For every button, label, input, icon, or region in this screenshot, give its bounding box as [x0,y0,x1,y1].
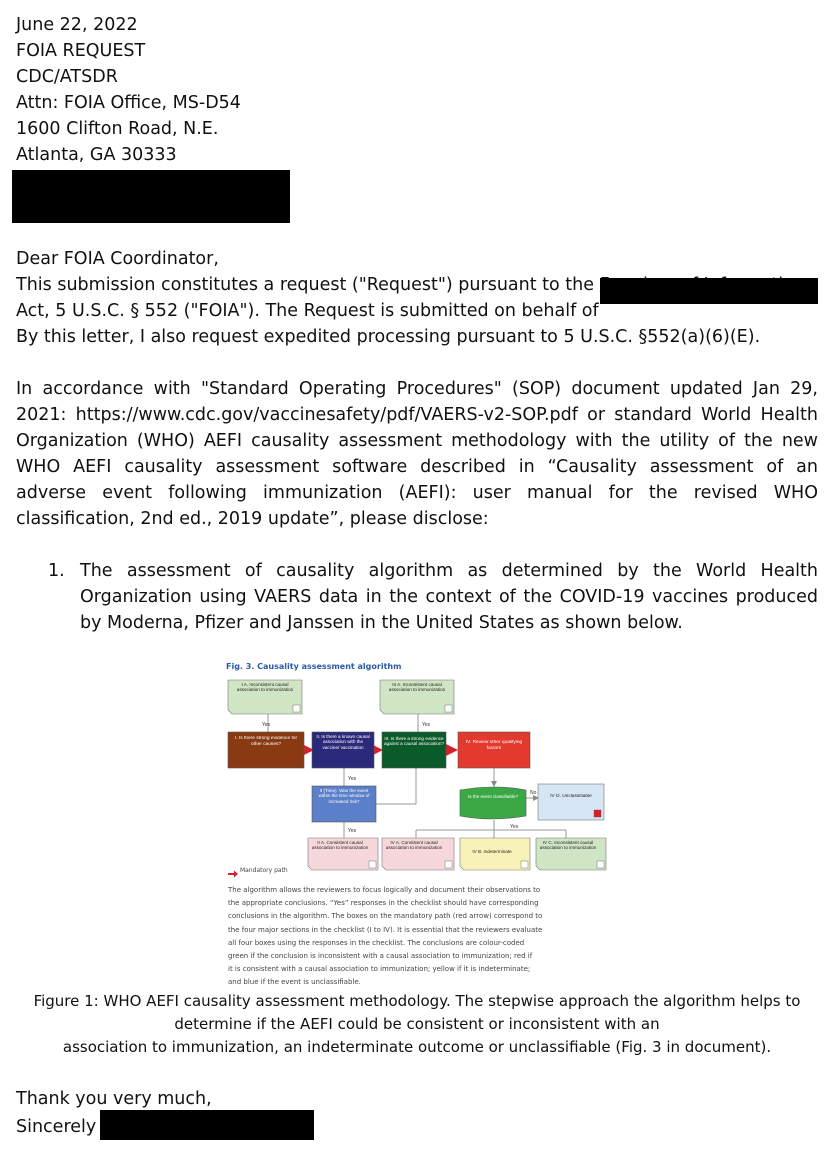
checkbox-icon [521,861,528,868]
caption-line-1: Figure 1: WHO AEFI causality assessment methodology. The stepwise approach the algorithm helps to [33,992,801,1010]
box-iii-text: III. Is there a strong evidence against a causal association? [384,736,444,747]
box-ii [312,732,374,768]
box-iva-text: IV A. Consistent causal association to immunization [385,840,443,851]
checkbox-icon [445,705,452,712]
figure-caption [228,884,580,990]
box-ivb [460,838,530,870]
caption-line-3: association to immunization, an indeterminate outcome or unclassifiable (Fig. 3 in document). [62,1038,772,1056]
box-classifiable-text: Is the event classifiable? [467,794,519,799]
address-block [16,12,818,168]
checkbox-icon [293,705,300,712]
box-i-text: I. Is there strong evidence for other causes? [234,736,298,747]
sincerely-line [16,1112,818,1142]
box-ii-time-text: II (Time). Was the event within the time window of increased risk? [318,788,370,804]
mandatory-path-label: Mandatory path [240,867,288,874]
figure-caption-line: all four boxes using the responses in the checklist. The conclusions are colour-coded [228,938,525,947]
redacted-signature [100,1110,314,1140]
box-ivd [538,784,604,820]
figure-caption-line: it is consistent with a causal association to immunization; yellow if it is indeterminate; [228,965,531,974]
letter-date: June 22, 2022 [16,15,138,35]
box-iii [382,732,446,768]
figure-title: Fig. 3. Causality assessment algorithm [226,662,402,671]
box-ii-time [312,786,376,822]
figure-caption-line: conclusions in the algorithm. The boxes on the mandatory path (red arrow) correspond to [228,912,543,921]
city-state-zip: Atlanta, GA 30333 [16,145,177,165]
box-ia [228,680,302,714]
figure-1-caption [16,990,818,1059]
figure-caption-line: and blue if the event is unclassifiable. [228,978,361,987]
redacted-block [12,170,290,223]
figure-caption-line: The algorithm allows the reviewers to focus logically and document their observations to [228,886,541,894]
sop-paragraph: In accordance with "Standard Operating Procedures" (SOP) document updated Jan 29, 2021: https://www.cdc.gov/vaccinesafety/pdf/VAERS-v2-SOP.pdf or standard World Health Organization (WHO) AEFI causality assessment methodology with the utility of the new WHO AEFI causality assessment software described in “Causality assessment of an adverse event following immunization (AEFI): user manual for the revised WHO classification, 2nd ed., 2019 update”, please disclose: [16,379,818,529]
figure-caption-line: the four major sections in the checklist (I to IV). It is essential that the reviewers evaluate [228,925,543,934]
yes-label: Yes [510,824,519,830]
intro-line-1-text: This submission constitutes a request ("Request") pursuant to the [16,275,600,295]
box-iia [308,838,378,870]
box-ivc [536,838,606,870]
yes-label: Yes [348,828,357,834]
box-ivc-text: IV C. Inconsistent causal association to immunization [539,840,597,851]
closing-section [16,1086,818,1142]
box-i [228,732,304,768]
box-ii-text: II. Is there a known causal association with the vaccine/ vaccination [316,734,370,750]
figure-caption-line: the appropriate conclusions. “Yes” responses in the checklist should have corresponding [228,899,539,908]
intro-line-3: By this letter, I also request expedited processing pursuant to 5 U.S.C. §552(a)(6)(E). [16,327,761,347]
salutation: Dear FOIA Coordinator, [16,249,219,269]
causality-figure [226,662,610,987]
street-address: 1600 Clifton Road, N.E. [16,119,219,139]
box-ia-text: I A. Inconsistent causal association to immunization [236,682,294,693]
attention-line: Attn: FOIA Office, MS-D54 [16,93,241,113]
algorithm-diagram [226,670,610,880]
checkbox-icon [597,861,604,868]
box-ivd-text: IV D. Unclassifiable [550,794,592,799]
box-ivb-text: IV B. Indeterminate [472,849,512,854]
mandatory-arrow-icon [228,871,238,878]
yes-label: Yes [422,722,431,728]
thanks-line: Thank you very much, [16,1089,212,1109]
intro-line-2 [16,298,818,324]
checkbox-icon [369,861,376,868]
agency-name: CDC/ATSDR [16,67,118,87]
box-iiia [380,680,454,714]
sincerely-text: Sincerely [16,1117,97,1137]
salutation-section [16,246,818,350]
checkbox-icon [445,861,452,868]
figure-caption-line: green if the conclusion is inconsistent with a causal association to immunization; red if [228,952,533,961]
yes-label: Yes [262,722,271,728]
intro-line-2-text: Act, 5 U.S.C. § 552 ("FOIA"). The Request is submitted on behalf of [16,301,599,321]
box-iiia-text: III A. Inconsistent causal association to immunization [388,682,446,693]
no-label: No [530,790,537,796]
box-classifiable [460,787,526,819]
letter-subject: FOIA REQUEST [16,41,146,61]
caption-line-2: determine if the AEFI could be consistent or inconsistent with an [174,1015,660,1033]
box-iva [382,838,454,870]
box-iv [458,732,530,768]
yes-label: Yes [348,776,357,782]
checkbox-icon [594,810,601,817]
list-item-number: 1. [48,561,65,581]
list-item-text: The assessment of causality algorithm as determined by the World Health Organization using VAERS data in the context of the COVID-19 vaccines produced by Moderna, Pfizer and Janssen in the United States as shown below. [80,561,818,633]
box-iv-text: IV. Review other qualifying factors [465,740,523,751]
box-iia-text: II A. Consistent causal association to immunization [311,840,369,851]
redacted-inline [600,278,818,304]
